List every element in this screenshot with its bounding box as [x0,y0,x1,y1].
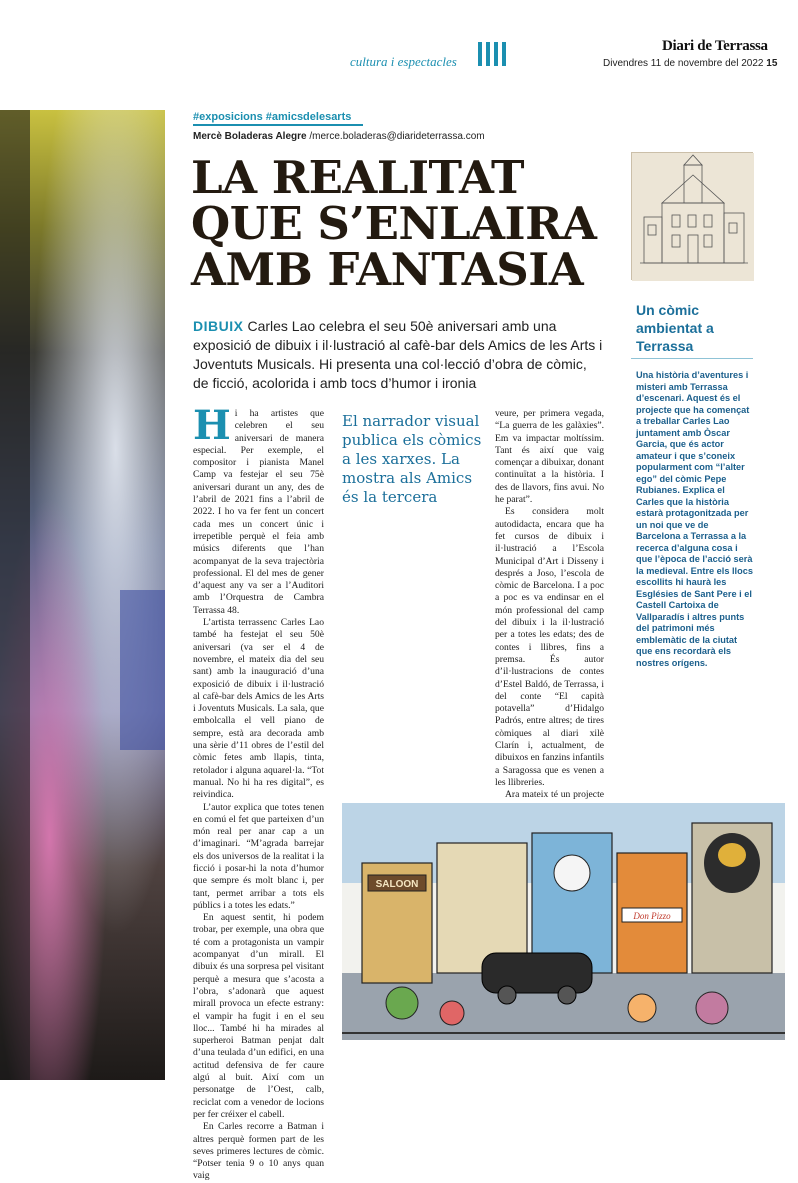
lead-tag: DIBUIX [193,318,244,334]
paragraph: L’autor explica que totes tenen en comú el fet que parteixen d’un món real per anar cap a un d’imaginari. “M’agrada barrejar els dos universos de la realitat i la ficció i posar-hi la nota d’humor que sempre és molt blanc i, per tant, permet arribar a tots els públics i a totes les edats.” [193,801,324,911]
paragraph: Ara mateix té un projecte [505,789,604,801]
exhibition-photo-art [0,110,165,1080]
section-label: cultura i espectacles [350,54,457,69]
pull-quote: El narrador visual publica els còmics a les xarxes. La mostra als Amics és la tercera [342,412,482,506]
paragraph: Es considera molt autodidacta, encara que ha fet cursos de dibuix i il·lustració a l’Escola Municipal d’Art i Disseny i després a Joso, l’escola de còmic de Barcelona. I a poc a poc es va endinsar en el món professional del camp del dibuix i la il·lustració per a totes les edats; des de contes i llibres, fins a premsa. És autor d’il·lustracions de contes d’Estel Baldó, de Terrassa, i del conte “El capità potavella” d’Hidalgo Padrós, entre altres; de tires còmiques al diari xilè Clarín i, actualment, de dibuixos en fanzins infantils a Saragossa que es venen a les llibreries. [495,506,604,788]
headline [191,151,611,296]
author-name: Mercè Boladeras Alegre [193,131,307,142]
paragraph: En Carles recorre a Batman i altres perquè formen part de les seves primeres lectures de còmic. “Potser tenia 9 o 10 anys quan vaig [193,1121,324,1182]
section-bars-decoration [478,42,506,66]
issue-date-line [603,58,777,69]
paragraph: Hi ha artistes que celebren el seu aniversari de manera especial. Per exemple, el compositor i pianista Manel Camp va festejar el seu 75è aniversari durant un any, des de l’abril de 2021 fins a l’abril de 2022. I ho va fer fent un concert cada mes un concert únic i irrepetible perquè el feia amb músics diferents que l’han acompanyat de la seva trajectòria professional. El del mes de gener d’aquest any va ser a l’Auditori amb l’Orquestra de Cambra Terrassa 48. [193,402,324,616]
exhibition-photo [0,110,165,1080]
headline-line: LA REALITAT [191,151,524,204]
sidebar-sketch-image [631,152,753,280]
headline-line: QUE S’ENLAIRA [191,197,597,250]
paragraph: L’artista terrassenc Carles Lao també ha festejat el seu 50è aniversari (va ser el 4 de novembre, el mateix dia del seu sant) amb la inauguració d’una exposició de dibuix i il·lustració al cafè-bar dels Amics de les Arts i Joventuts Musicals. La sala, que embolcalla el vell piano de sempre, està ara decorada amb una sèrie d’11 obres de l’estil del còmic fetes amb llapis, tinta, retolador i alguna aquarel·la. “Tot manual. No hi ha res digital”, es reivindica. [193,617,324,801]
lead-text: Carles Lao celebra el seu 50è aniversari amb una exposició de dibuix i il·lustració al cafè-bar dels Amics de les Arts i Joventuts Musicals. Hi presenta una col·lecció d’obra de còmic, de ficció, acolorida i amb tocs d’humor i ironia [193,318,603,391]
byline [193,131,485,142]
saloon-sign: SALOON [375,879,419,890]
sidebar-title: Un còmic ambientat a Terrassa [636,302,714,354]
lead-paragraph [193,317,605,393]
paragraph: En aquest sentit, hi podem trobar, per exemple, una obra que té com a protagonista un vampir acompanyat d’un mirall. El dibuix és una sorpresa pel visitant perquè a mesura que s’acosta a l’obra, s’adonarà que aquest mirall provoca un efecte estrany: el vampir ha fugit i en el seu lloc... També hi ha mirades al superheroi Batman penjat dalt d’una teulada d’un edifici, en una actitud defensiva de fer caure algú al buit. Així com un personatge de l’Oest, calb, reciclat com a venedor de locions per fer créixer el cabell. [193,912,324,1120]
tags-underline [193,124,363,126]
sidebar-divider [631,358,753,370]
paragraph: veure, per primera vegada, “La guerra de les galàxies”. Em va impactar moltíssim. Tant és així que vaig començar a dibuixar, donant continuïtat a la història. I des de llavors, fins avui. No he parat”. [495,408,604,506]
pizza-shop-sign: Don Pizzo [633,911,671,921]
dropcap: H [193,402,231,449]
article-column-1 [193,402,324,1183]
issue-date: Divendres 11 de novembre del 2022 [603,58,764,69]
newspaper-logo: Diari de Terrassa [662,38,768,54]
comic-artwork-image [342,803,785,1040]
author-email: /merce.boladeras@diarideterrassa.com [309,131,485,142]
sidebar-text: Una història d’aventures i misteri amb Terrassa d’escenari. Aquest és el projecte que ha començat a treballar Carles Lao juntament amb Òscar Garcia, que és actor amateur i que s’coneix popularment com “l’alter ego” del còmic Pepe Rubianes. Explica el Carles que la història estarà protagonitzada per un noi que ve de Barcelona a Terrassa a la recerca d’alguna cosa i que l’època de l’acció serà la medieval. Entre els llocs escollits hi haurà les Esglésies de Sant Pere i el Castell Cartoixa de Vallparadís i altres punts del patrimoni més emblemàtic de la ciutat que ens recordarà els nostres orígens. [636,370,753,668]
building-sketch-art [632,153,754,281]
article-tags: #exposicions #amicsdelesarts [193,111,352,123]
comic-artwork [342,803,785,1040]
page-number: 15 [766,58,778,69]
headline-line: AMB FANTASIA [191,243,584,296]
